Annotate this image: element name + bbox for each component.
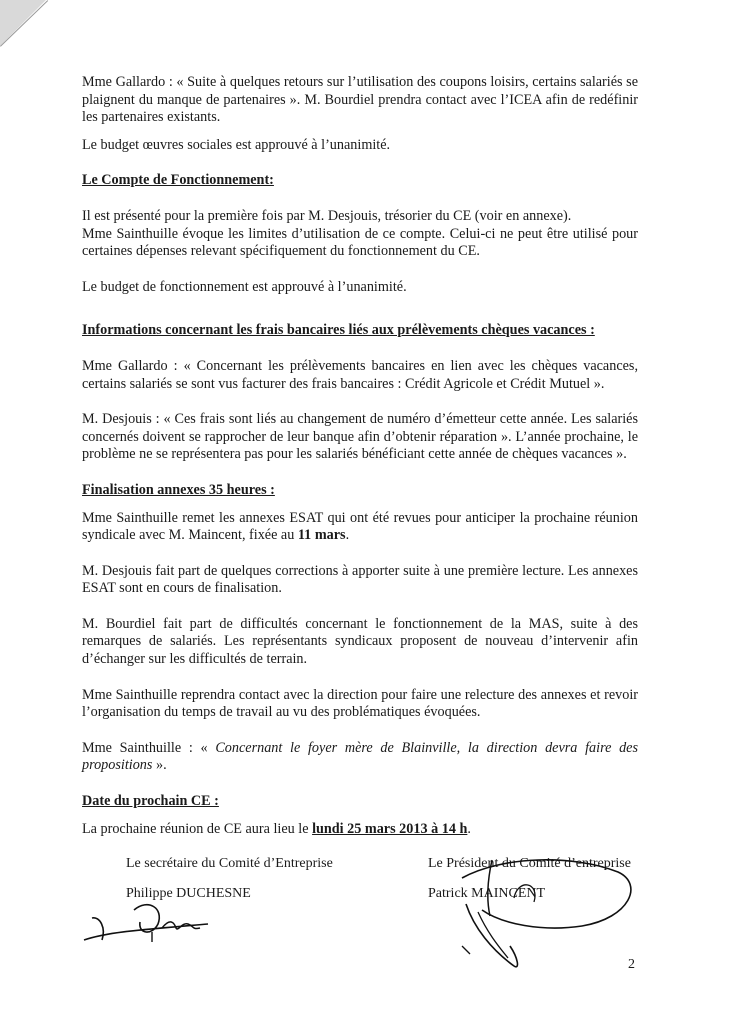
paragraph-foyer-blainville: Mme Sainthuille : « Concernant le foyer mère de Blainville, la direction devra faire des propositions ». (82, 739, 638, 774)
paragraph-difficultes-mas: M. Bourdiel fait part de difficultés concernant le fonctionnement de la MAS, suite à des remarques de salariés. Les représentants syndicaux proposent de nouveau d’intervenir afin d’échanger sur les difficultés de terrain. (82, 615, 638, 668)
paragraph-relecture-annexes: Mme Sainthuille reprendra contact avec la direction pour faire une relecture des annexes et revoir l’organisation du temps de travail au vu des problématiques évoquées. (82, 686, 638, 721)
secretaire-signature-icon (78, 888, 228, 950)
paragraph-coupons-loisirs: Mme Gallardo : « Suite à quelques retours sur l’utilisation des coupons loisirs, certains salariés se plaignent du manque de partenaires ». M. Bourdiel prendra contact avec l’ICEA afin de redéfinir les partenaires existants. (82, 74, 638, 126)
paragraph-gallardo-prelevements: Mme Gallardo : « Concernant les prélèvements bancaires en lien avec les chèques vacances, certains salariés se sont vus facturer des frais bancaires : Crédit Agricole et Crédit Mutuel ». (82, 357, 638, 392)
paragraph-budget-oeuvres: Le budget œuvres sociales est approuvé à l’unanimité. (82, 136, 391, 153)
document-body (82, 74, 638, 838)
secretaire-name: Philippe DUCHESNE (126, 886, 251, 901)
president-name: Patrick MAINCENT (428, 886, 546, 901)
heading-frais-bancaires: Informations concernant les frais bancaires liés aux prélèvements chèques vacances : (82, 322, 595, 339)
paragraph-limites-compte: Mme Sainthuille évoque les limites d’utilisation de ce compte. Celui-ci ne peut être utilisé pour certaines dépenses relevant spécifiquement du fonctionnement du CE. (82, 225, 638, 260)
paragraph-corrections: M. Desjouis fait part de quelques corrections à apporter suite à une première lecture. Les annexes ESAT sont en cours de finalisation. (82, 562, 638, 597)
paragraph-presentation-compte: Il est présenté pour la première fois par M. Desjouis, trésorier du CE (voir en annexe). (82, 207, 572, 224)
heading-annexes-35h: Finalisation annexes 35 heures : (82, 481, 275, 498)
paragraph-desjouis-frais: M. Desjouis : « Ces frais sont liés au changement de numéro d’émetteur cette année. Les salariés concernés doivent se rapprocher de leur banque afin d’obtenir réparation ». L’année prochaine, le problème ne se représentera pas pour les salariés bénéficiant cette année de chèques vacances ». (82, 411, 638, 463)
secretaire-title: Le secrétaire du Comité d’Entreprise (126, 856, 333, 871)
heading-compte-fonctionnement: Le Compte de Fonctionnement: (82, 172, 274, 189)
paragraph-annexes-esat: Mme Sainthuille remet les annexes ESAT qui ont été revues pour anticiper la prochaine réunion syndicale avec M. Maincent, fixée au 11 mars. (82, 509, 638, 544)
paragraph-budget-fonctionnement: Le budget de fonctionnement est approuvé à l’unanimité. (82, 278, 407, 295)
paragraph-date-reunion: La prochaine réunion de CE aura lieu le lundi 25 mars 2013 à 14 h. (82, 820, 471, 837)
president-title: Le Président du Comité d’entreprise (428, 856, 631, 871)
heading-prochain-ce: Date du prochain CE : (82, 793, 219, 810)
page-number: 2 (628, 957, 635, 972)
president-signature-icon (422, 838, 642, 978)
